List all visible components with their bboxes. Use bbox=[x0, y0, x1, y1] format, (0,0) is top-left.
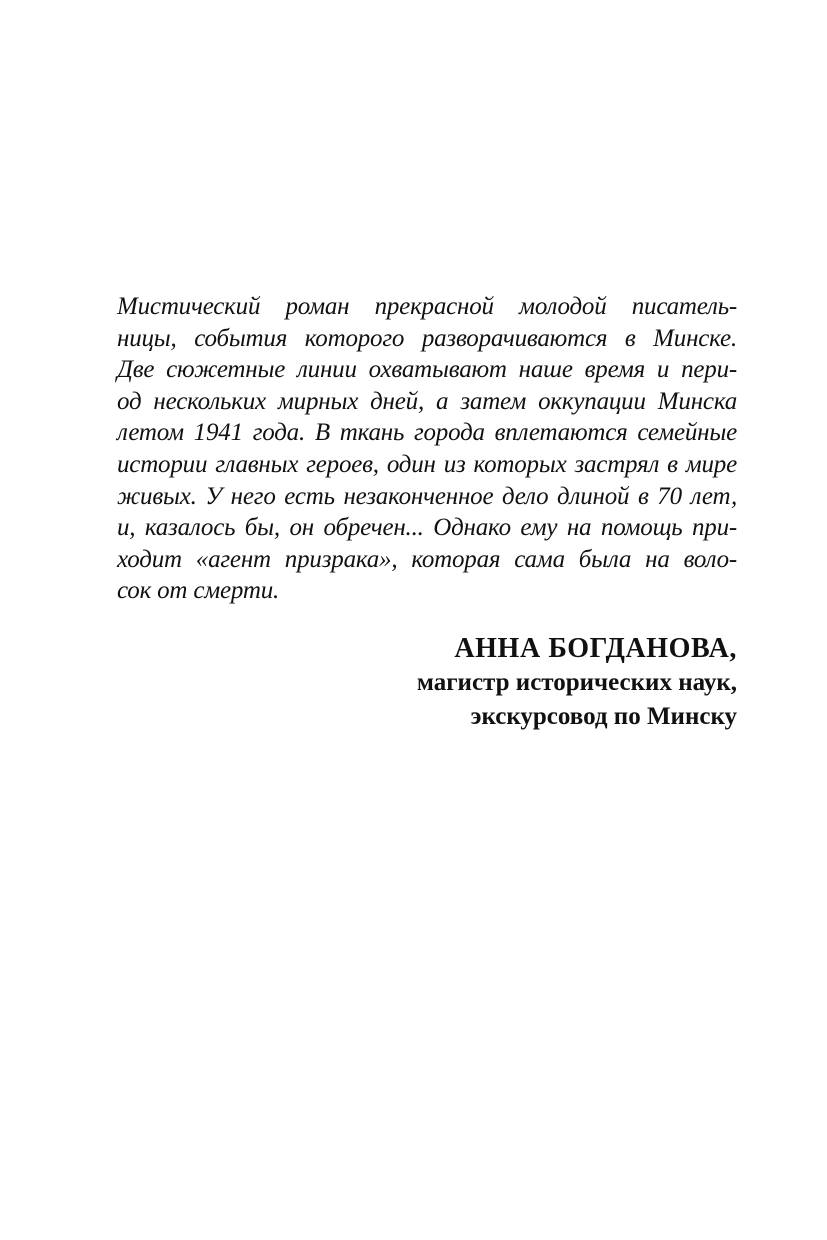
author-name: АННА БОГДАНОВА, bbox=[454, 633, 737, 664]
author-attribution bbox=[117, 631, 737, 734]
annotation-line: од нескольких мирных дней, а затем оккупации Минска bbox=[117, 387, 737, 415]
annotation-line: живых. У него есть незаконченное дело длиной в 70 лет, bbox=[117, 482, 737, 510]
annotation-line: и, казалось бы, он обречен... Однако ему на помощь при- bbox=[117, 514, 737, 542]
annotation-line: Мистический роман прекрасной молодой писатель- bbox=[117, 293, 737, 320]
annotation-line: ницы, события которого разворачиваются в Минске. bbox=[117, 324, 737, 352]
annotation-line: летом 1941 года. В ткань города вплетаются семейные bbox=[117, 419, 737, 447]
author-role-line-1: магистр исторических наук, bbox=[416, 669, 737, 696]
annotation-line: ходит «агент призрака», которая сама была на воло- bbox=[117, 545, 737, 573]
annotation-text bbox=[117, 291, 737, 607]
annotation-line: Две сюжетные линии охватывают наше время и пери- bbox=[117, 356, 737, 384]
author-role-line-2: экскурсовод по Минску bbox=[470, 703, 737, 730]
annotation-line: сок от смерти. bbox=[117, 577, 280, 605]
annotation-line: истории главных героев, один из которых застрял в мире bbox=[117, 450, 737, 478]
